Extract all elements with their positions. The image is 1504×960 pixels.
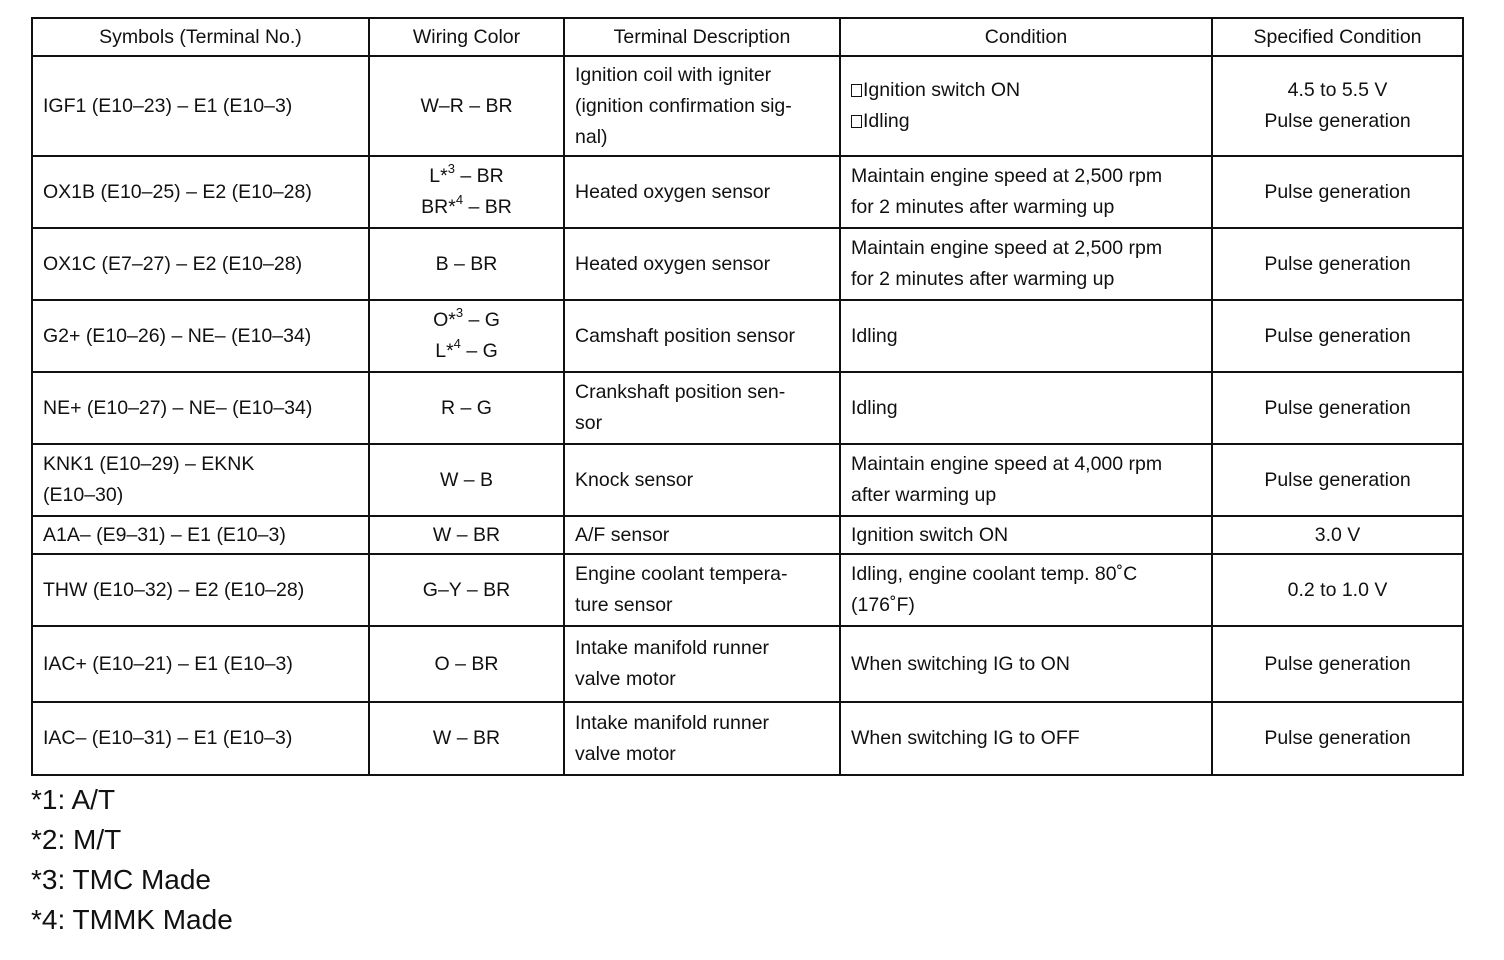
footnote-marker: 3 (447, 160, 455, 176)
table-row (32, 516, 1463, 554)
wiring-text: B – BR (435, 252, 498, 275)
specified-text: Pulse generation (1264, 652, 1411, 675)
table-row (32, 554, 1463, 626)
symbol-cell (32, 156, 369, 228)
wiring-text: W – B (439, 468, 494, 491)
wiring-text: G–Y – BR (422, 578, 511, 601)
condition-cell (840, 56, 1212, 156)
description-text: (ignition confirmation sig- (575, 94, 792, 117)
footnote: *1: A/T (31, 784, 116, 815)
condition-cell (840, 156, 1212, 228)
symbol-cell (32, 372, 369, 444)
condition-text: When switching IG to ON (851, 652, 1070, 675)
description-cell (564, 516, 840, 554)
wiring-text: O*$^3$ – G (433, 304, 500, 331)
specified-cell (1212, 156, 1463, 228)
wiring-cell (369, 554, 564, 626)
symbol-text: (E10–30) (43, 484, 124, 506)
condition-text: after warming up (851, 484, 997, 506)
symbol-text: IGF1 (E10–23) – E1 (E10–3) (43, 94, 293, 117)
description-text: valve motor (575, 742, 676, 765)
condition-cell (840, 444, 1212, 516)
description-cell (564, 626, 840, 702)
specified-cell (1212, 56, 1463, 156)
specified-cell (1212, 372, 1463, 444)
footnote: *4: TMMK Made (31, 904, 233, 935)
symbol-text: KNK1 (E10–29) – EKNK (43, 453, 255, 475)
table-row (32, 444, 1463, 516)
symbol-text: A1A– (E9–31) – E1 (E10–3) (43, 523, 286, 546)
description-text: Intake manifold runner (575, 711, 770, 734)
description-text: nal) (575, 125, 608, 148)
description-cell (564, 156, 840, 228)
description-cell (564, 300, 840, 372)
description-text: Camshaft position sensor (575, 324, 796, 347)
wiring-text: W – BR (432, 523, 501, 546)
footnote-marker: 4 (453, 335, 461, 351)
description-text: ture sensor (575, 594, 673, 616)
description-text: sor (575, 412, 603, 434)
specified-cell (1212, 702, 1463, 775)
symbol-cell (32, 228, 369, 300)
symbol-text: THW (E10–32) – E2 (E10–28) (43, 578, 305, 601)
checkbox-icon (851, 115, 862, 128)
specified-text: Pulse generation (1264, 180, 1411, 203)
specified-cell (1212, 554, 1463, 626)
header-condition: Condition (840, 18, 1212, 56)
specified-text: Pulse generation (1264, 324, 1411, 347)
description-text: A/F sensor (575, 523, 670, 546)
specified-text: 3.0 V (1314, 523, 1361, 546)
condition-text: for 2 minutes after warming up (851, 196, 1115, 218)
wiring-cell (369, 156, 564, 228)
specified-cell (1212, 300, 1463, 372)
specified-text: Pulse generation (1264, 110, 1411, 132)
footnote: *3: TMC Made (31, 864, 211, 895)
specified-cell (1212, 626, 1463, 702)
description-text: Heated oxygen sensor (575, 252, 771, 275)
table-row (32, 56, 1463, 156)
condition-cell (840, 228, 1212, 300)
description-text: Engine coolant tempera- (575, 563, 788, 585)
description-cell (564, 554, 840, 626)
table-row (32, 300, 1463, 372)
table-row (32, 626, 1463, 702)
footnotes (31, 780, 233, 940)
description-text: Ignition coil with igniter (575, 63, 772, 86)
specified-text: 4.5 to 5.5 V (1287, 79, 1388, 101)
symbol-cell (32, 56, 369, 156)
condition-text: Idling (851, 324, 898, 347)
condition-text: Idling (863, 110, 910, 132)
symbol-cell (32, 626, 369, 702)
condition-text: (176˚F) (851, 594, 915, 616)
condition-text: When switching IG to OFF (851, 727, 1080, 749)
table-row (32, 702, 1463, 775)
symbol-text: OX1C (E7–27) – E2 (E10–28) (43, 252, 303, 275)
condition-text: Idling (851, 396, 898, 419)
condition-text: Ignition switch ON (863, 79, 1021, 101)
wiring-cell (369, 372, 564, 444)
symbol-text: OX1B (E10–25) – E2 (E10–28) (43, 180, 312, 203)
symbol-cell (32, 300, 369, 372)
specified-text: Pulse generation (1264, 727, 1411, 749)
condition-cell (840, 300, 1212, 372)
footnote-marker: 4 (455, 191, 464, 207)
terminal-spec-table (31, 17, 1464, 776)
condition-text: Maintain engine speed at 4,000 rpm (851, 453, 1163, 475)
condition-cell (840, 702, 1212, 775)
checkbox-icon (851, 84, 862, 97)
condition-cell (840, 554, 1212, 626)
specified-text: Pulse generation (1264, 468, 1411, 491)
header-symbols: Symbols (Terminal No.) (32, 18, 369, 56)
wiring-text: L*$^3$ – BR (429, 160, 504, 187)
description-text: Intake manifold runner (575, 637, 770, 659)
specified-text: Pulse generation (1264, 396, 1411, 419)
wiring-text: BR*$^4$ – BR (421, 191, 512, 218)
footnote: *2: M/T (31, 824, 122, 855)
symbol-cell (32, 702, 369, 775)
condition-cell (840, 626, 1212, 702)
description-text: Heated oxygen sensor (575, 180, 771, 203)
table-row (32, 228, 1463, 300)
condition-text: Ignition switch ON (851, 523, 1009, 546)
description-text: Crankshaft position sen- (575, 381, 786, 403)
header-terminal-description: Terminal Description (564, 18, 840, 56)
description-text: Knock sensor (575, 468, 694, 491)
table-row (32, 372, 1463, 444)
description-cell (564, 372, 840, 444)
symbol-text: G2+ (E10–26) – NE– (E10–34) (43, 324, 312, 347)
symbol-cell (32, 444, 369, 516)
description-text: valve motor (575, 668, 676, 690)
condition-text: for 2 minutes after warming up (851, 268, 1115, 290)
wiring-cell (369, 626, 564, 702)
condition-text: Maintain engine speed at 2,500 rpm (851, 237, 1163, 259)
description-cell (564, 228, 840, 300)
specified-cell (1212, 228, 1463, 300)
wiring-text: L*$^4$ – G (435, 335, 498, 362)
header-specified-condition: Specified Condition (1212, 18, 1463, 56)
condition-text: Idling, engine coolant temp. 80˚C (851, 563, 1138, 585)
specified-cell (1212, 444, 1463, 516)
wiring-text: O – BR (434, 652, 499, 675)
table-header-row (32, 18, 1463, 56)
header-wiring-color: Wiring Color (369, 18, 564, 56)
wiring-cell (369, 300, 564, 372)
wiring-cell (369, 516, 564, 554)
specified-text: 0.2 to 1.0 V (1287, 578, 1388, 601)
condition-text: Maintain engine speed at 2,500 rpm (851, 165, 1163, 187)
description-cell (564, 702, 840, 775)
symbol-text: IAC+ (E10–21) – E1 (E10–3) (43, 652, 293, 675)
wiring-cell (369, 228, 564, 300)
wiring-cell (369, 702, 564, 775)
condition-cell (840, 372, 1212, 444)
table-row (32, 156, 1463, 228)
symbol-text: IAC– (E10–31) – E1 (E10–3) (43, 727, 293, 749)
wiring-cell (369, 444, 564, 516)
specified-text: Pulse generation (1264, 252, 1411, 275)
specified-cell (1212, 516, 1463, 554)
symbol-cell (32, 554, 369, 626)
wiring-cell (369, 56, 564, 156)
condition-cell (840, 516, 1212, 554)
wiring-text: R – G (441, 396, 492, 419)
symbol-cell (32, 516, 369, 554)
symbol-text: NE+ (E10–27) – NE– (E10–34) (43, 396, 313, 419)
wiring-text: W–R – BR (420, 94, 513, 117)
description-cell (564, 444, 840, 516)
footnote-marker: 3 (455, 304, 464, 320)
wiring-text: W – BR (432, 727, 501, 749)
description-cell (564, 56, 840, 156)
